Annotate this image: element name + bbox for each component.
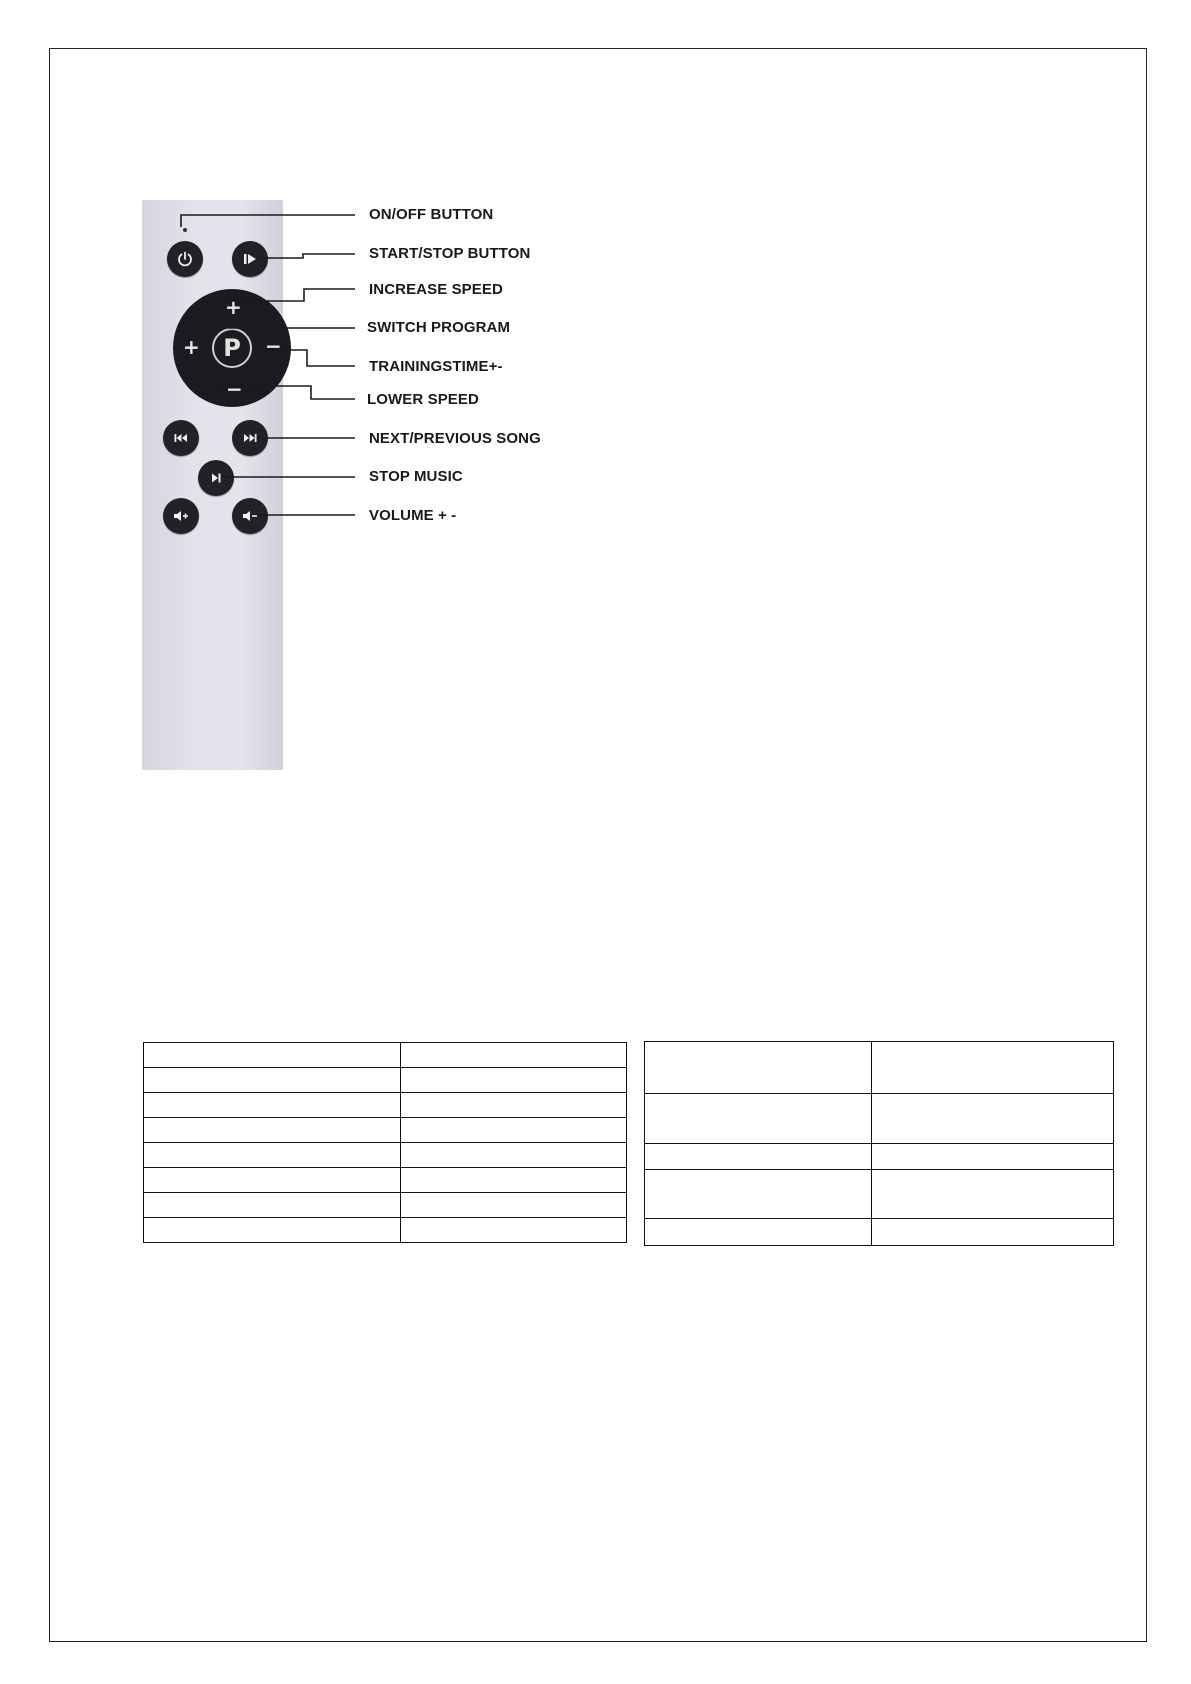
table-cell [144, 1143, 401, 1168]
table-row [144, 1068, 627, 1093]
empty-table-left [143, 1042, 627, 1243]
table-cell [144, 1093, 401, 1118]
table-row [144, 1218, 627, 1243]
callout-lines [130, 195, 590, 795]
time-plus-key[interactable]: + [183, 335, 200, 359]
table-cell [401, 1068, 627, 1093]
table-row [645, 1219, 1114, 1246]
table-cell [872, 1042, 1114, 1094]
table-cell [645, 1144, 872, 1170]
table-row [144, 1193, 627, 1218]
program-button[interactable]: P [212, 328, 252, 368]
table-cell [645, 1219, 872, 1246]
table-cell [144, 1193, 401, 1218]
callout-start-stop [257, 254, 355, 258]
label-increase-speed: INCREASE SPEED [369, 281, 503, 298]
table-cell [872, 1219, 1114, 1246]
table-cell [144, 1068, 401, 1093]
table-row [645, 1144, 1114, 1170]
table-cell [144, 1218, 401, 1243]
remote-figure [130, 195, 590, 795]
table-cell [401, 1118, 627, 1143]
label-training-time: TRAININGSTIME+- [369, 358, 503, 375]
table-row [144, 1118, 627, 1143]
callout-lower-speed [216, 386, 355, 399]
table-cell [401, 1218, 627, 1243]
table-row [144, 1093, 627, 1118]
table-cell [872, 1170, 1114, 1219]
callout-on-off [181, 215, 355, 227]
lower-speed-key[interactable]: − [226, 377, 243, 401]
table-cell [645, 1042, 872, 1094]
time-minus-key[interactable]: − [265, 334, 282, 358]
table-cell [144, 1043, 401, 1068]
table-cell [645, 1094, 872, 1144]
label-lower-speed: LOWER SPEED [367, 391, 479, 408]
increase-speed-key[interactable]: + [225, 295, 242, 319]
table-cell [872, 1144, 1114, 1170]
table-cell [401, 1168, 627, 1193]
table-cell [872, 1094, 1114, 1144]
table-row [645, 1170, 1114, 1219]
table-row [144, 1143, 627, 1168]
table-row [144, 1043, 627, 1068]
table-cell [401, 1043, 627, 1068]
label-next-prev-song: NEXT/PREVIOUS SONG [369, 430, 541, 447]
table-cell [144, 1118, 401, 1143]
label-on-off: ON/OFF BUTTON [369, 206, 494, 223]
empty-table-right [644, 1041, 1114, 1246]
table-cell [401, 1143, 627, 1168]
table-row [144, 1168, 627, 1193]
label-start-stop: START/STOP BUTTON [369, 245, 531, 262]
label-volume: VOLUME + - [369, 507, 457, 524]
table-row [645, 1042, 1114, 1094]
table-cell [144, 1168, 401, 1193]
callout-training-time [266, 350, 355, 366]
callout-increase-speed [220, 289, 355, 301]
label-stop-music: STOP MUSIC [369, 468, 463, 485]
table-row [645, 1094, 1114, 1144]
table-cell [401, 1093, 627, 1118]
table-cell [401, 1193, 627, 1218]
table-cell [645, 1170, 872, 1219]
label-switch-program: SWITCH PROGRAM [367, 319, 511, 336]
